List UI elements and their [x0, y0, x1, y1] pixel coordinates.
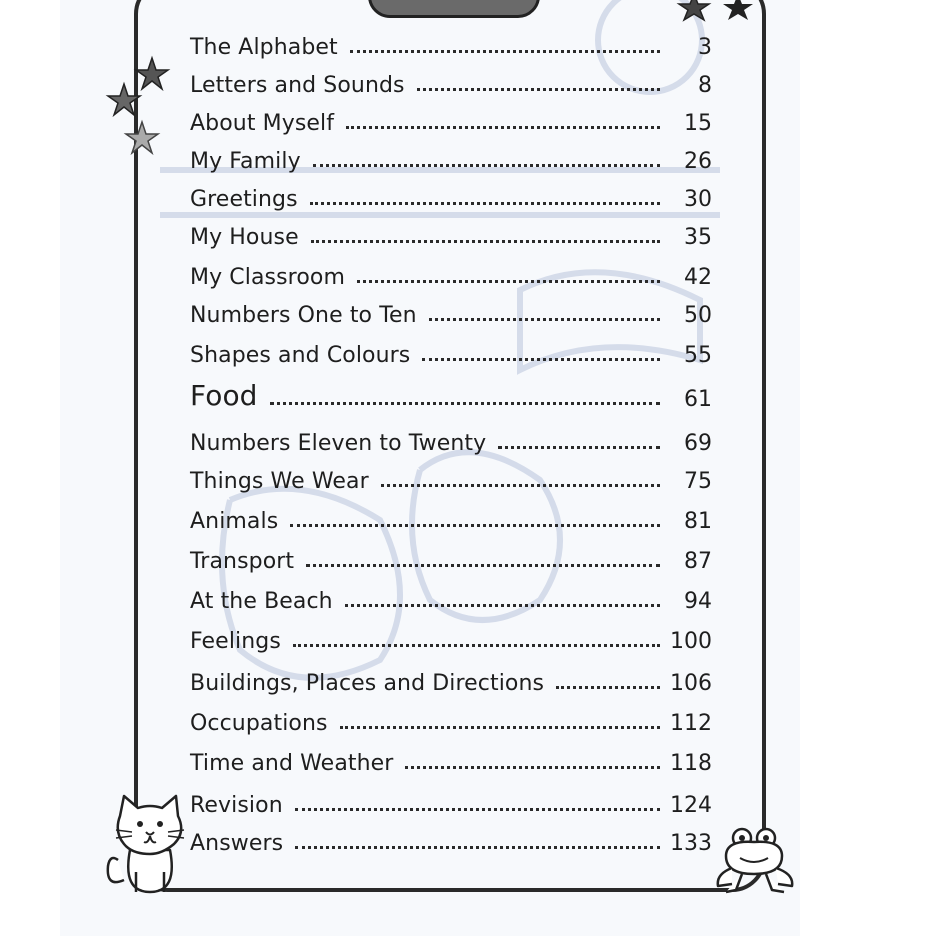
toc-entry[interactable]: [190, 502, 712, 534]
toc-entry-title: Numbers Eleven to Twenty: [190, 431, 487, 456]
dot-leader: [270, 402, 660, 405]
dot-leader: [422, 358, 660, 361]
toc-entry-title: Food: [190, 379, 258, 412]
contents-title-tab: [368, 0, 540, 18]
dot-leader: [295, 846, 660, 849]
dot-leader: [310, 202, 660, 205]
toc-entry-page: 42: [684, 265, 712, 290]
toc-entry-page: 100: [670, 629, 712, 654]
toc-entry-title: Buildings, Places and Directions: [190, 671, 545, 696]
toc-entry-page: 8: [698, 73, 712, 98]
toc-entry-title: Revision: [190, 793, 283, 818]
toc-entry-title: Shapes and Colours: [190, 343, 411, 368]
toc-entry-page: 3: [698, 35, 712, 60]
toc-entry-title: My Classroom: [190, 265, 345, 290]
toc-entry-page: 35: [684, 225, 712, 250]
toc-entry[interactable]: [190, 462, 712, 494]
star-icon: [676, 0, 756, 24]
toc-entry[interactable]: [190, 218, 712, 250]
toc-entry-page: 133: [670, 831, 712, 856]
toc-entry-page: 61: [684, 387, 712, 412]
toc-entry-page: 69: [684, 431, 712, 456]
toc-entry[interactable]: [190, 582, 712, 614]
toc-entry-page: 75: [684, 469, 712, 494]
dot-leader: [346, 126, 660, 129]
toc-entry-page: 55: [684, 343, 712, 368]
toc-entry-title: About Myself: [190, 111, 335, 136]
toc-entry[interactable]: [190, 704, 712, 736]
toc-entry-page: 94: [684, 589, 712, 614]
dot-leader: [381, 484, 660, 487]
toc-entry[interactable]: [190, 424, 712, 456]
toc-entry-page: 81: [684, 509, 712, 534]
toc-entry-page: 118: [670, 751, 712, 776]
toc-entry-title: Greetings: [190, 187, 298, 212]
toc-entry-title: Things We Wear: [190, 469, 369, 494]
toc-entry-page: 87: [684, 549, 712, 574]
toc-entry[interactable]: [190, 380, 712, 412]
dot-leader: [357, 280, 660, 283]
toc-entry[interactable]: [190, 622, 712, 654]
toc-entry-title: Transport: [190, 549, 295, 574]
toc-entry-title: Occupations: [190, 711, 328, 736]
toc-entry[interactable]: [190, 542, 712, 574]
toc-entry[interactable]: [190, 66, 712, 98]
toc-entry-title: My Family: [190, 149, 301, 174]
toc-entry-page: 30: [684, 187, 712, 212]
dot-leader: [429, 318, 660, 321]
star-icon: [104, 54, 174, 160]
dot-leader: [556, 686, 660, 689]
toc-entry[interactable]: [190, 296, 712, 328]
toc-entry[interactable]: [190, 104, 712, 136]
toc-entry-title: At the Beach: [190, 589, 333, 614]
toc-entry-title: Animals: [190, 509, 279, 534]
dot-leader: [293, 644, 660, 647]
toc-entry[interactable]: [190, 28, 712, 60]
toc-entry[interactable]: [190, 664, 712, 696]
toc-entry-title: My House: [190, 225, 299, 250]
toc-entry-title: Feelings: [190, 629, 281, 654]
dot-leader: [295, 808, 660, 811]
toc-entry-title: Answers: [190, 831, 284, 856]
dot-leader: [313, 164, 660, 167]
toc-entry[interactable]: [190, 744, 712, 776]
dot-leader: [311, 240, 660, 243]
toc-entry[interactable]: [190, 258, 712, 290]
dot-leader: [350, 50, 660, 53]
dot-leader: [405, 766, 660, 769]
dot-leader: [340, 726, 660, 729]
toc-entry-page: 112: [670, 711, 712, 736]
dot-leader: [498, 446, 660, 449]
toc-entry-page: 26: [684, 149, 712, 174]
toc-entry[interactable]: [190, 336, 712, 368]
toc-entry-title: Time and Weather: [190, 751, 394, 776]
dot-leader: [417, 88, 660, 91]
dot-leader: [345, 604, 660, 607]
toc-entry-page: 15: [684, 111, 712, 136]
dot-leader: [306, 564, 660, 567]
toc-entry[interactable]: [190, 786, 712, 818]
toc-entry-page: 124: [670, 793, 712, 818]
cat-icon: [102, 792, 194, 896]
toc-entry-title: The Alphabet: [190, 35, 338, 60]
toc-entry-title: Letters and Sounds: [190, 73, 405, 98]
toc-entry-page: 106: [670, 671, 712, 696]
toc-entry[interactable]: [190, 142, 712, 174]
toc-entry-page: 50: [684, 303, 712, 328]
dot-leader: [290, 524, 660, 527]
toc-entry[interactable]: [190, 824, 712, 856]
toc-entry[interactable]: [190, 180, 712, 212]
frog-icon: [712, 826, 800, 896]
toc-entry-title: Numbers One to Ten: [190, 303, 417, 328]
